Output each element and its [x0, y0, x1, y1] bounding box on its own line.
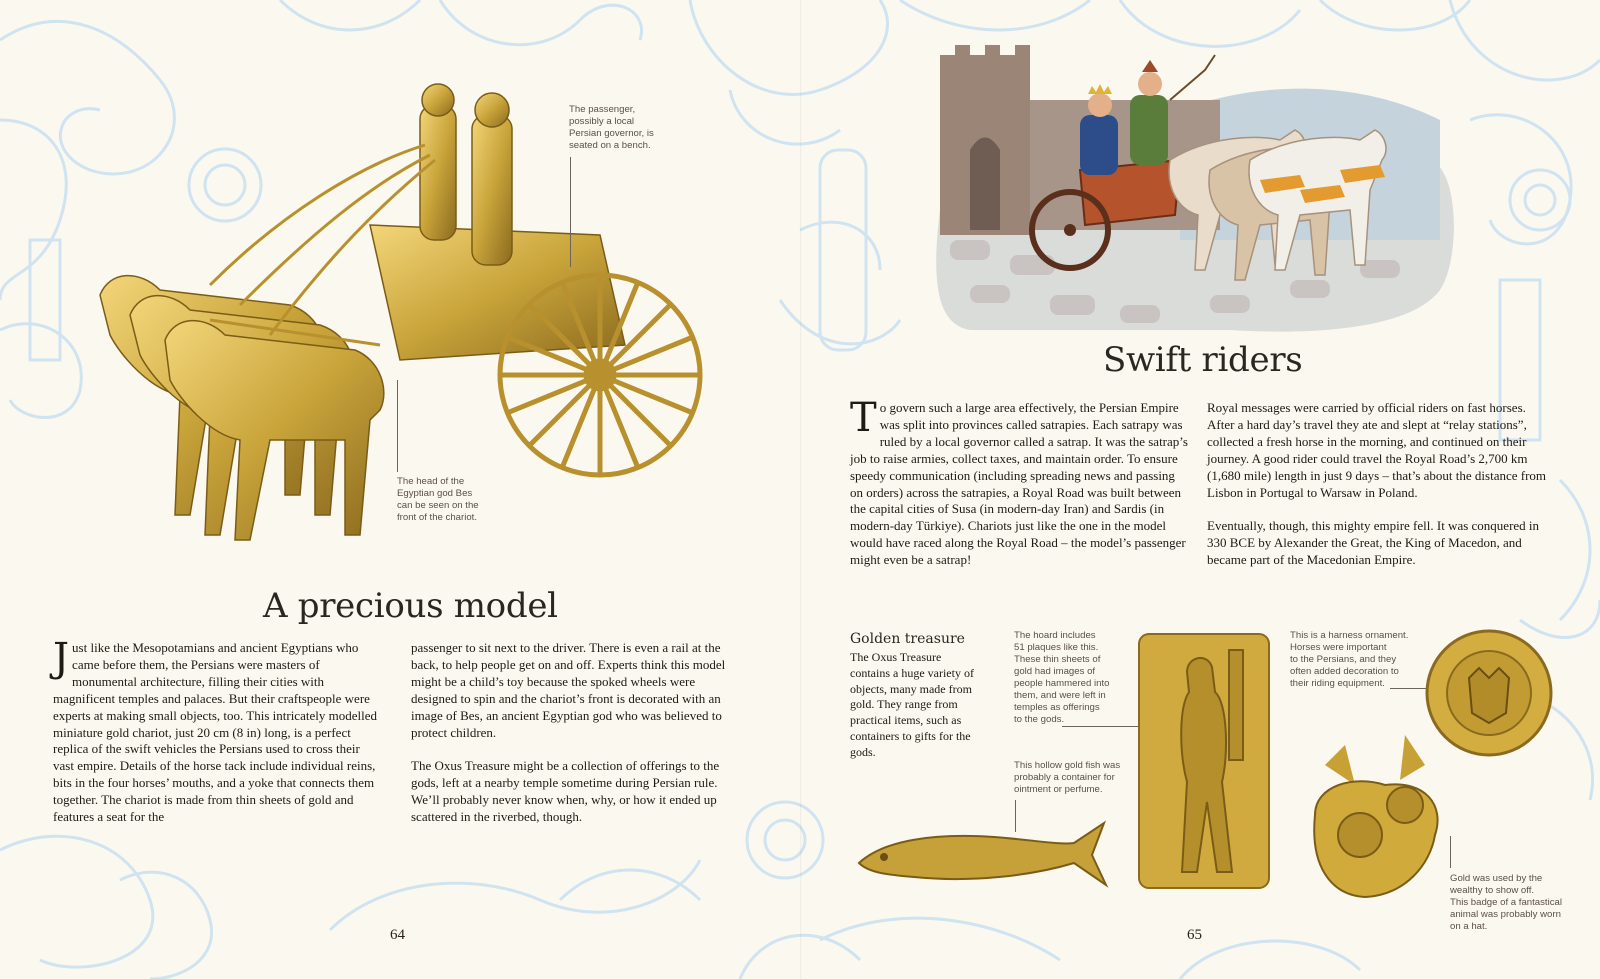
- page-gutter: [800, 0, 802, 979]
- leader-line-passenger: [570, 157, 571, 267]
- left-body-column-2: [411, 640, 741, 843]
- left-col2-paragraph-1: passenger to sit next to the driver. There is even a rail at the back, to help people get on and off. Experts think this model might be a child’s toy because the spoked wheels were designed to spin and the chariot’s front is decorated with an image of Bes, an ancient Egyptian god who was believed to protect children.: [411, 640, 726, 740]
- right-body-column-1: [850, 395, 1188, 569]
- golden-treasure-title: Golden treasure: [850, 631, 965, 647]
- gold-plaque-image: [1137, 632, 1271, 890]
- gold-fish-image: [854, 815, 1109, 895]
- right-col1-text: o govern such a large area effectively, the Persian Empire was split into provinces called satrapies. Each satrapy was ruled by a local governor called a satrap. It was the satrap’s job to raise armies, collect taxes, and maintain order. To ensure speedy communication (including spreading news and passing on orders) across the satrapies, a Royal Road was built between the capital cities of Susa (in modern-day Iran) and Sardis (in modern-day Türkiye). Chariots just like the one in the model would have raced along the Royal Road – the model’s passenger might even be a satrap!: [850, 400, 1188, 568]
- right-col2-paragraph-1: Royal messages were carried by official riders on fast horses. After a hard day’s travel they ate and slept at “relay stations”, collected a fresh horse in the morning, and continued on their journey. A good rider could travel the Royal Road’s 2,700 km (1,680 mile) length in just 9 days – that’s about the distance from Lisbon in Portugal to Warsaw in Poland.: [1207, 400, 1547, 500]
- leader-line-bes: [397, 380, 398, 472]
- caption-badge: Gold was used by the wealthy to show off. This badge of a fantastical animal was probably worn on a hat.: [1450, 873, 1562, 932]
- dropcap: J: [53, 635, 70, 681]
- leader-line-harness: [1390, 688, 1426, 689]
- left-body-column-1: [53, 635, 383, 826]
- page-number-right: 65: [1187, 927, 1202, 943]
- caption-passenger: The passenger, possibly a local Persian governor, is seated on a bench.: [569, 104, 654, 151]
- heading-precious-model: A precious model: [263, 586, 558, 626]
- left-col2-paragraph-2: The Oxus Treasure might be a collection of offerings to the gods, left at a nearby temple sometime during Persian rule. We’ll probably never know when, why, or how it ended up scattered in the riverbed, though.: [411, 758, 720, 825]
- caption-plaque: The hoard includes 51 plaques like this. These thin sheets of gold had images of people hammered into them, and were left in temples as offerings to the gods.: [1014, 630, 1110, 725]
- golden-treasure-text: The Oxus Treasure contains a huge variety of objects, many made from gold. They range from practical items, such as containers to gifts for the gods.: [850, 650, 974, 759]
- heading-swift-riders: Swift riders: [1103, 340, 1303, 380]
- caption-fish: This hollow gold fish was probably a container for ointment or perfume.: [1014, 760, 1121, 795]
- chariot-riders-illustration: [930, 40, 1460, 340]
- leader-line-plaque: [1062, 726, 1138, 727]
- left-col1-text: ust like the Mesopotamians and ancient Egyptians who came before them, the Persians were masters of monumental architecture, filling their cities with magnificent temples and palaces. But their craftspeople were experts at making small objects, too. This intricately modelled miniature gold chariot, just 20 cm (8 in) long, is a perfect replica of the swift vehicles the Persians used to cross their vast empire. Details of the horse tack include individual reins, bits in the four horses’ mouths, and a yoke that connects them together. The chariot is made from thin sheets of gold and features a seat for the: [53, 640, 377, 825]
- right-col2-paragraph-2: Eventually, though, this mighty empire fell. It was conquered in 330 BCE by Alexander the Great, the King of Macedon, and became part of the Macedonian Empire.: [1207, 518, 1540, 568]
- right-body-column-2: [1207, 400, 1547, 586]
- leader-line-fish: [1015, 800, 1016, 832]
- dropcap: T: [850, 395, 877, 441]
- caption-bes: The head of the Egyptian god Bes can be seen on the front of the chariot.: [397, 476, 479, 523]
- leader-line-badge: [1450, 836, 1451, 868]
- caption-harness: This is a harness ornament. Horses were important to the Persians, and they often added decoration to their riding equipment.: [1290, 630, 1409, 689]
- page-number-left: 64: [390, 927, 405, 943]
- gold-animal-badge-image: [1285, 725, 1455, 905]
